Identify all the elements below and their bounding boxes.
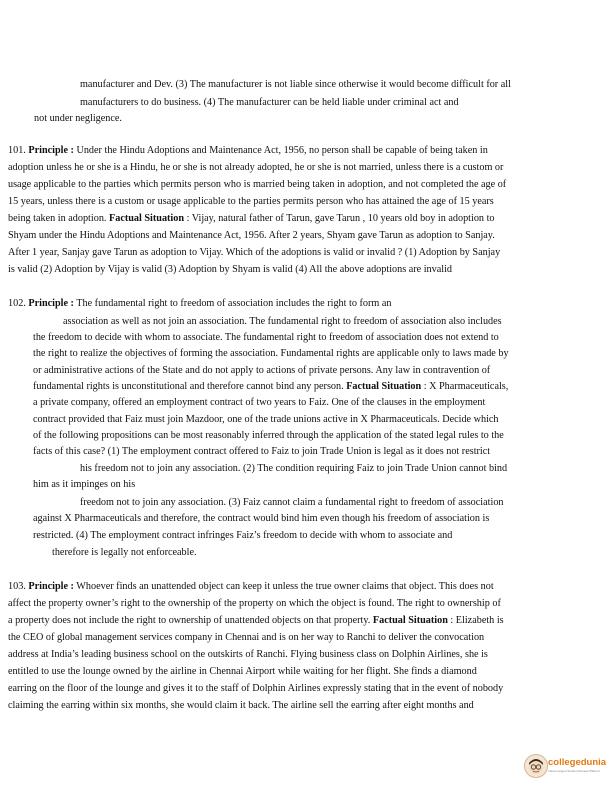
q102-line: the freedom to decide with whom to associate. The fundamental right to freedom of association does not extend to: [33, 332, 499, 343]
question-number: 101.: [8, 145, 26, 156]
factual-label: Factual Situation: [372, 615, 448, 626]
q102-line: facts of this case? (1) The employment contract offered to Faiz to join Trade Union is legal as it does not restrict: [33, 446, 491, 457]
q101-text: Under the Hindu Adoptions and Maintenance Act, 1956, no person shall be capable of being taken in: [73, 145, 488, 156]
question-number: 103.: [8, 581, 26, 592]
q102-line: him as it impinges on his: [33, 479, 136, 490]
q101-line: is valid (2) Adoption by Vijay is valid (3) Adoption by Shyam is valid (4) All the above adoptions are invalid: [8, 264, 452, 275]
q102-line6: [33, 380, 508, 393]
q103-line: earring on the floor of the lounge and gives it to the staff of Dolphin Airlines expressly stating that in the event of nobody: [8, 683, 504, 694]
q103-line3: [8, 614, 504, 627]
q103-line: entitled to use the lounge owned by the airline in Chennai Airport while waiting for her flight. She finds a diamond: [8, 666, 477, 677]
q103-text: : Elizabeth is: [447, 615, 504, 626]
collegedunia-logo: [524, 752, 606, 780]
q101-line: 15 years, unless there is a custom or usage applicable to the parties permits person who has attained the age of 15 years: [8, 196, 494, 207]
q101-line: usage applicable to the parties which permits person who is married being taken in adoption, and not completed the age of: [8, 179, 507, 190]
q100-line: manufacturers to do business. (4) The manufacturer can be held liable under criminal act and: [80, 97, 459, 108]
principle-label: Principle :: [28, 145, 74, 156]
q102-text: : X Pharmaceuticals,: [421, 381, 509, 392]
q101-text: : Vijay, natural father of Tarun, gave Tarun , 10 years old boy in adoption to: [184, 213, 495, 224]
q102-text: The fundamental right to freedom of association includes the right to form an: [73, 298, 392, 309]
q103-line: affect the property owner’s right to the ownership of the property on which the object is found. The right to ownership of: [8, 598, 501, 609]
q103-line: address at India’s leading business school on the outskirts of Ranchi. Flying business class on Dolphin Airlines, she is: [8, 649, 488, 660]
q101-line: Shyam under the Hindu Adoptions and Maintenance Act, 1956. After 2 years, Shyam gave Tarun as adoption to Sanjay.: [8, 230, 495, 241]
q102-line: freedom not to join any association. (3) Faiz cannot claim a fundamental right to freedom of association: [80, 497, 504, 508]
logo-text: collegedunia: [548, 757, 607, 768]
q103-text: Whoever finds an unattended object can keep it unless the true owner claims that object. This does not: [73, 581, 494, 592]
factual-label: Factual Situation: [109, 213, 185, 224]
mascot-icon: [524, 754, 548, 778]
q102-line: or administrative actions of the State and do not apply to actions of private persons. Any law in contravention of: [33, 365, 491, 376]
q100-line: manufacturer and Dev. (3) The manufacturer is not liable since otherwise it would become difficult for all: [80, 79, 511, 90]
q101-line: adoption unless he or she is a Hindu, he or she is not already adopted, he or she is not married, unless there is a custom or: [8, 162, 504, 173]
principle-label: Principle :: [28, 581, 74, 592]
q103-text: a property does not include the right to ownership of unattended objects on that property.: [8, 615, 373, 626]
q103-line: the CEO of global management services company in Chennai and is on her way to Ranchi to deliver the convocation: [8, 632, 485, 643]
q102-text: fundamental rights is unconstitutional and therefore cannot bind any person.: [33, 381, 347, 392]
q102-line: a private company, offered an employment contract of two years to Faiz. One of the clauses in the employment: [33, 397, 486, 408]
q102-line: the right to realize the objectives of forming the association. Fundamental rights are applicable only to laws made by: [33, 348, 509, 359]
q102-line: against X Pharmaceuticals and therefore, the contract would bind him even though his freedom of association is: [33, 513, 490, 524]
q102-line: therefore is legally not enforceable.: [52, 547, 197, 558]
q102-line: of the following propositions can be most reasonably inferred through the application of the stated legal rules to the: [33, 430, 504, 441]
q101-line1: [8, 144, 488, 157]
question-number: 102.: [8, 298, 26, 309]
q101-text: being taken in adoption.: [8, 213, 110, 224]
q102-line: restricted. (4) The employment contract infringes Faiz’s freedom to decide with whom to associate and: [33, 530, 453, 541]
q100-line: not under negligence.: [34, 113, 122, 124]
q102-line: association as well as not join an association. The fundamental right to freedom of association also includes: [63, 316, 502, 327]
q102-line: his freedom not to join any association. (2) The condition requiring Faiz to join Trade Union cannot bind: [80, 463, 508, 474]
q101-line5: [8, 212, 495, 225]
principle-label: Principle :: [28, 298, 74, 309]
factual-label: Factual Situation: [346, 381, 422, 392]
q103-line1: [8, 580, 494, 593]
q103-line: claiming the earring within six months, she would claim it back. The airline sell the earring after eight months and: [8, 700, 474, 711]
q102-line1: [8, 297, 391, 310]
q101-line: After 1 year, Sanjay gave Tarun as adoption to Vijay. Which of the adoptions is valid or invalid ? (1) Adoption by Sanjay: [8, 247, 501, 258]
q102-line: contract provided that Faiz must join Mazdoor, one of the trade unions active in X Pharmaceuticals. Decide which: [33, 414, 499, 425]
logo-tagline: India's largest Student Review Platform: [548, 769, 601, 773]
